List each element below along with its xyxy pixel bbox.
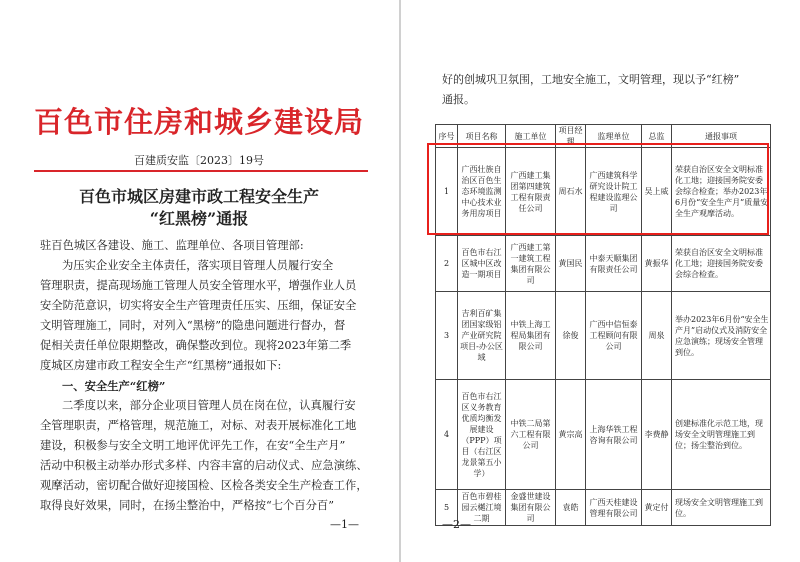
continuation-line: 好的创城巩卫氛围，工地安全施工，文明管理，现以予“红榜”: [442, 73, 740, 86]
cell-chief-supervisor: 黄振华: [642, 236, 672, 292]
cell-index: 1: [436, 148, 458, 236]
table-row: [436, 380, 771, 490]
cell-chief-supervisor: 黄定付: [642, 490, 672, 526]
cell-notice: 现场安全文明管理施工到位。: [672, 490, 771, 526]
intro-line: 促相关责任单位限期整改，确保整改到位。现将2023年第二季: [40, 339, 352, 352]
cell-notice: 创建标准化示范工地，现场安全文明管理施工到位；扬尘整治到位。: [672, 380, 771, 490]
continuation-line: 通报。: [442, 93, 475, 106]
agency-letterhead: 百色市住房和城乡建设局: [33, 105, 364, 139]
body-line: 建设，积极参与安全文明工地评优评先工作，在安“全生产月”: [40, 439, 346, 452]
cell-manager: 黄国民: [556, 236, 586, 292]
table-row: [436, 292, 771, 380]
cell-manager: 袁皓: [556, 490, 586, 526]
cell-supervisor-company: 广西中信恒泰工程顾问有限公司: [586, 292, 642, 380]
cell-supervisor-company: 中泰天顺集团有限责任公司: [586, 236, 642, 292]
cell-manager: 周石水: [556, 148, 586, 236]
cell-index: 5: [436, 490, 458, 526]
intro-line: 度城区房建市政工程安全生产“红黑榜”通报如下:: [40, 359, 282, 372]
document-title-line-2: “红黑榜”通报: [149, 209, 249, 228]
cell-notice: 荣获自治区安全文明标准化工地；迎接国务院安委会综合检查。: [672, 236, 771, 292]
body-line: 全管理职责，严格管理，规范施工，对标、对表开展标准化工地: [40, 419, 357, 432]
letterhead-red-rule: [34, 170, 368, 172]
header-cell: 总监: [642, 125, 672, 148]
intro-paragraph: [40, 256, 380, 376]
cell-manager: 黄宗高: [556, 380, 586, 490]
cell-notice: 荣获自治区安全文明标准化工地；迎接国务院安委会综合检查；举办2023年6月份“安全生产月”质量安全生产观摩活动。: [672, 148, 771, 236]
cell-index: 2: [436, 236, 458, 292]
header-cell: 监理单位: [586, 125, 642, 148]
intro-line: 为压实企业安全主体责任，落实项目管理人员履行安全: [62, 259, 334, 272]
cell-chief-supervisor: 周泉: [642, 292, 672, 380]
section-heading-red-list: 一、安全生产“红榜”: [62, 379, 166, 393]
page-number-left: —1—: [330, 518, 359, 531]
row-1-highlight-box: [427, 143, 769, 235]
cell-project: 百色市右江区义务教育优质均衡发展建设（PPP）项目（右江区龙景第五小学）: [458, 380, 506, 490]
document-page-1: [0, 0, 398, 562]
document-page-2: [402, 0, 800, 562]
cell-contractor: 广西建工集团第四建筑工程有限责任公司: [506, 148, 556, 236]
header-cell: 序号: [436, 125, 458, 148]
cell-project: 百色市碧桂园云樾江境二期: [458, 490, 506, 526]
cell-notice: 举办2023年6月份“安全生产月”启动仪式及消防安全应急演练；现场安全管理到位。: [672, 292, 771, 380]
document-number: 百建质安监〔2023〕19号: [134, 154, 264, 167]
body-line: 活动中积极主动举办形式多样、内容丰富的启动仪式、应急演练、: [40, 459, 368, 472]
cell-supervisor-company: 上海华铁工程咨询有限公司: [586, 380, 642, 490]
cell-chief-supervisor: 李费静: [642, 380, 672, 490]
intro-line: 安全防范意识，切实将安全生产管理责任压实、压细，保证安全: [40, 299, 357, 312]
cell-project: 吉利百矿集团国家级铝产业研究院项目-办公区域: [458, 292, 506, 380]
header-cell: 施工单位: [506, 125, 556, 148]
cell-chief-supervisor: 吴上威: [642, 148, 672, 236]
cell-contractor: 中铁上海工程局集团有限公司: [506, 292, 556, 380]
continuation-paragraph: [442, 70, 782, 110]
body-paragraph: [40, 376, 380, 516]
addressee: [40, 236, 304, 256]
body-line: 二季度以来，部分企业项目管理人员在岗在位，认真履行安: [62, 399, 356, 412]
cell-contractor: 广西建工第一建筑工程集团有限公司: [506, 236, 556, 292]
table-row: [436, 236, 771, 292]
cell-contractor: 中铁二局第六工程有限公司: [506, 380, 556, 490]
cell-project: 广西壮族自治区百色生态环境监测中心技术业务用房项目: [458, 148, 506, 236]
header-cell: 项目经理: [556, 125, 586, 148]
body-line: 取得良好效果，同时，在扬尘整治中，严格按“七个百分百”: [40, 499, 334, 512]
cell-contractor: 金盛世建设集团有限公司: [506, 490, 556, 526]
page-number-right: —2—: [442, 518, 471, 531]
body-line: 观摩活动，密切配合做好迎接国检、区检各类安全生产检查工作，: [40, 479, 368, 492]
cell-project: 百色市右江区城中区改造一期项目: [458, 236, 506, 292]
header-cell: 项目名称: [458, 125, 506, 148]
cell-supervisor-company: 广西建筑科学研究设计院工程建设监理公司: [586, 148, 642, 236]
cell-index: 3: [436, 292, 458, 380]
page-divider: [399, 0, 401, 562]
cell-index: 4: [436, 380, 458, 490]
table-row: [436, 490, 771, 526]
intro-line: 文明管理施工，同时，对列入“黑榜”的隐患问题进行督办，督: [40, 319, 346, 332]
intro-line: 管理职责，提高现场施工管理人员安全管理水平，增强作业人员: [40, 279, 357, 292]
addressee-line: 驻百色城区各建设、施工、监理单位、各项目管理部:: [40, 239, 304, 252]
cell-manager: 徐俊: [556, 292, 586, 380]
header-cell: 通报事项: [672, 125, 771, 148]
cell-supervisor-company: 广西天桂建设管理有限公司: [586, 490, 642, 526]
document-title-line-1: 百色市城区房建市政工程安全生产: [78, 187, 319, 206]
